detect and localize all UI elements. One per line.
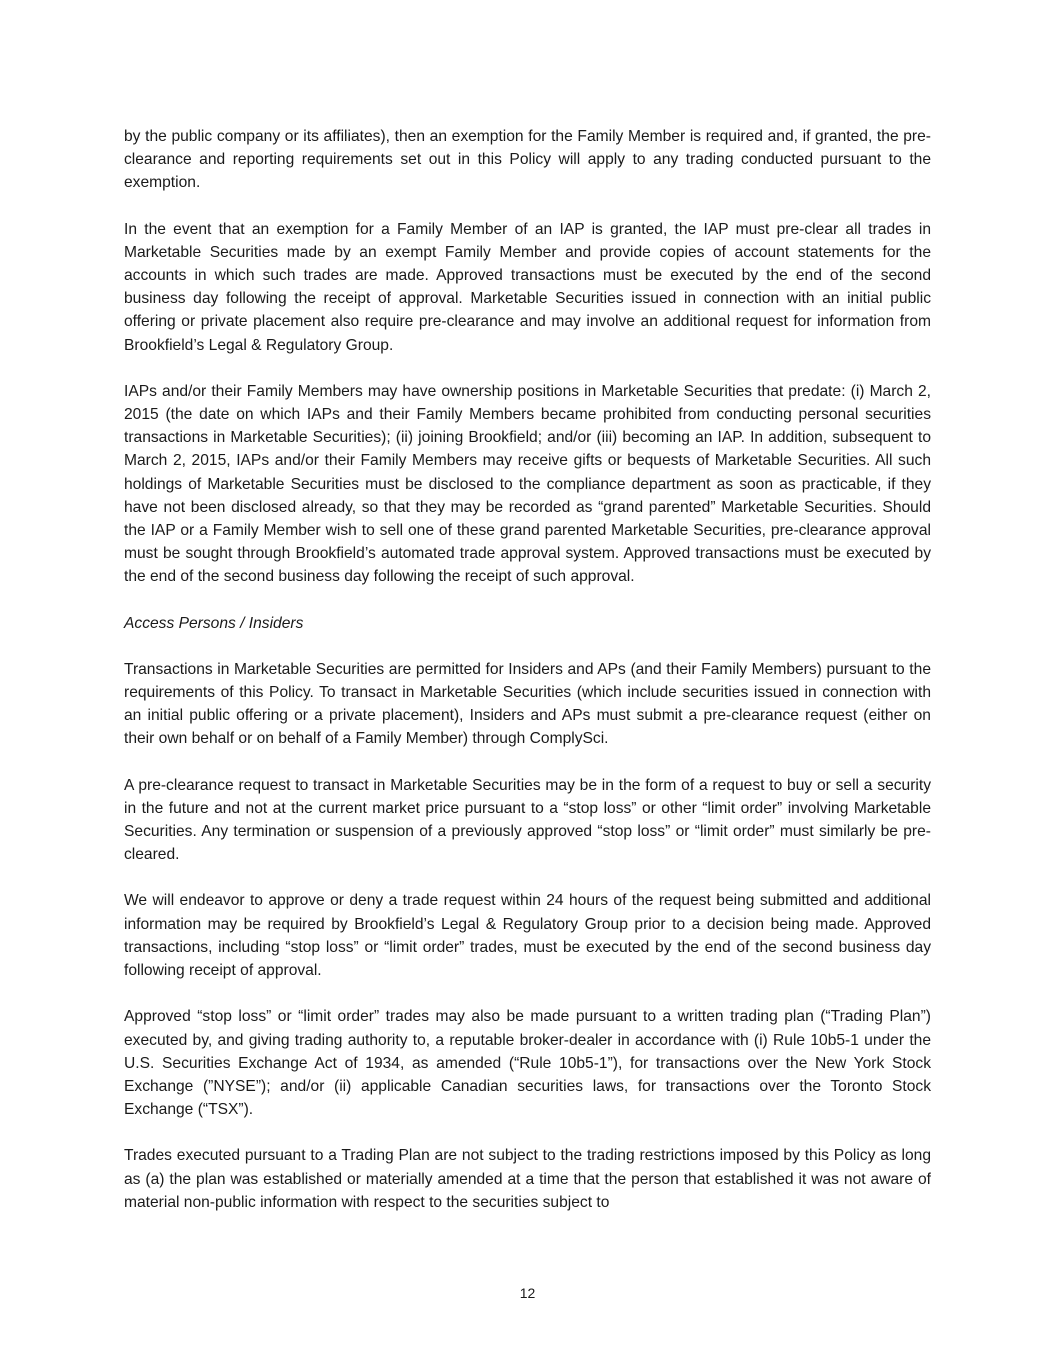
paragraph-trading-plan-exemption: Trades executed pursuant to a Trading Plan are not subject to the trading restrictions imposed by this Policy as long as (a) the plan was established or materially amended at a time that the person that established it was not aware of material non-public information with respect to the securities subject to [124,1147,931,1211]
paragraph-iap-preclear-trades: In the event that an exemption for a Family Member of an IAP is granted, the IAP must pre-clear all trades in Marketable Securities made by an exempt Family Member and provide copies of account statements for the accounts in which such trades are made. Approved transactions must be executed by the end of the second business day following the receipt of approval. Marketable Securities issued in connection with an initial public offering or private placement also require pre-clearance and may involve an additional request for information from Brookfield’s Legal & Regulatory Group. [124,220,931,354]
paragraph-transactions-permitted: Transactions in Marketable Securities are permitted for Insiders and APs (and their Family Members) pursuant to the requirements of this Policy. To transact in Marketable Securities (which include securities issued in connection with an initial public offering or a private placement), Insiders and APs must submit a pre-clearance request (either on their own behalf or on behalf of a Family Member) through ComplySci. [124,660,931,748]
paragraph-approval-timing: We will endeavor to approve or deny a trade request within 24 hours of the request being submitted and additional information may be required by Brookfield’s Legal & Regulatory Group prior to a decision being made. Approved transactions, including “stop loss” or “limit order” trades, must be executed by the end of the second business day following receipt of approval. [124,892,931,980]
paragraph-grand-parented-securities: IAPs and/or their Family Members may have ownership positions in Marketable Securities that predate: (i) March 2, 2015 (the date on which IAPs and their Family Members became prohibited from conducting personal securities transactions in Marketable Securities); (ii) joining Brookfield; and/or (iii) becoming an IAP. In addition, subsequent to March 2, 2015, IAPs and/or their Family Members may receive gifts or bequests of Marketable Securities. All such holdings of Marketable Securities must be disclosed to the compliance department as soon as practicable, if they have not been disclosed already, so that they may be recorded as “grand parented” Marketable Securities. Should the IAP or a Family Member wish to sell one of these grand parented Marketable Securities, pre-clearance approval must be sought through Brookfield’s automated trade approval system. Approved transactions must be executed by the end of the second business day following the receipt of such approval. [124,382,931,586]
paragraph-trading-plan: Approved “stop loss” or “limit order” trades may also be made pursuant to a written trading plan (“Trading Plan”) executed by, and giving trading authority to, a reputable broker-dealer in accordance with (i) Rule 10b5-1 under the U.S. Securities Exchange Act of 1934, as amended (“Rule 10b5-1”), for transactions over the New York Stock Exchange (”NYSE”); and/or (ii) applicable Canadian securities laws, for transactions over the Toronto Stock Exchange (“TSX”). [124,1008,931,1119]
paragraph-stop-loss-limit-order: A pre-clearance request to transact in Marketable Securities may be in the form of a request to buy or sell a security in the future and not at the current market price pursuant to a “stop loss” or other “limit order” involving Marketable Securities. Any termination or suspension of a previously approved “stop loss” or “limit order” must similarly be pre-cleared. [124,776,931,864]
page-number: 12 [519,1285,536,1301]
document-body [124,125,931,1237]
section-heading-access-persons: Access Persons / Insiders [124,614,304,632]
paragraph-family-member-exemption: by the public company or its affiliates), then an exemption for the Family Member is required and, if granted, the pre-clearance and reporting requirements set out in this Policy will apply to any trading conducted pursuant to the exemption. [124,128,931,192]
